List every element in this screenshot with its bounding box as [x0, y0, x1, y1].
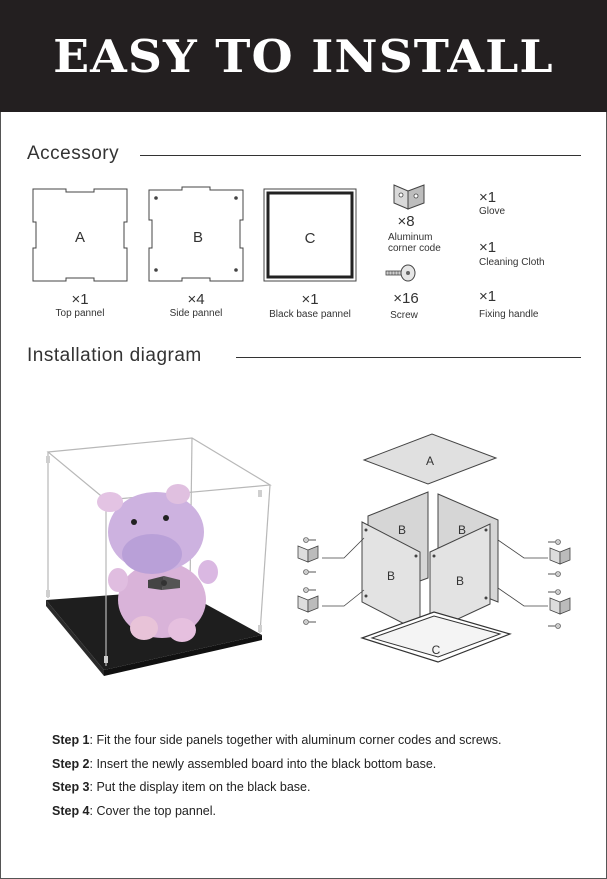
- diagram-label-b2: B: [457, 523, 467, 537]
- exploded-assembly-diagram: [292, 430, 577, 680]
- installation-title: Installation diagram: [27, 345, 202, 366]
- accessory-title: Accessory: [27, 143, 120, 164]
- step-2-prefix: Step 2: [52, 756, 90, 771]
- base-panel-c-icon: [263, 188, 357, 282]
- corner-label-line2: corner code: [388, 243, 441, 254]
- screw-qty: ×16: [393, 290, 419, 307]
- step-4: [52, 803, 502, 827]
- panel-a-letter: A: [74, 229, 86, 246]
- diagram-label-b1: B: [397, 523, 407, 537]
- step-1-text: : Fit the four side panels together with aluminum corner codes and screws.: [89, 733, 502, 747]
- installation-steps: [52, 732, 502, 826]
- step-3-prefix: Step 3: [52, 780, 90, 794]
- step-4-prefix: Step 4: [52, 803, 90, 818]
- cloth-qty: ×1: [479, 239, 497, 256]
- top-panel-a-icon: [32, 188, 128, 282]
- diagram-label-b3: B: [386, 569, 396, 583]
- base-panel-label: Black base pannel: [269, 309, 351, 320]
- top-panel-qty: ×1: [71, 291, 89, 308]
- corner-label-line1: Aluminum: [388, 232, 433, 243]
- step-4-text: : Cover the top pannel.: [89, 803, 216, 818]
- panel-b-letter: B: [192, 229, 204, 246]
- side-panel-b-icon: [148, 186, 244, 282]
- aluminum-corner-icon: [392, 181, 426, 211]
- page-title: EASY TO INSTALL: [53, 29, 554, 83]
- screw-icon: [385, 264, 417, 282]
- installation-divider: [236, 357, 581, 358]
- accessory-divider: [140, 155, 581, 156]
- diagram-label-c: C: [431, 643, 441, 657]
- diagram-label-a: A: [425, 454, 435, 468]
- corner-qty: ×8: [397, 213, 415, 230]
- header-banner: [0, 0, 607, 112]
- handle-qty: ×1: [479, 288, 497, 305]
- step-1: [52, 732, 502, 756]
- cloth-label: Cleaning Cloth: [479, 257, 545, 268]
- handle-label: Fixing handle: [479, 309, 539, 320]
- screw-label: Screw: [390, 310, 418, 321]
- glove-label: Glove: [479, 206, 506, 217]
- diagram-label-b4: B: [455, 574, 465, 588]
- glove-qty: ×1: [479, 189, 497, 206]
- step-1-prefix: Step 1: [52, 733, 90, 747]
- side-panel-qty: ×4: [187, 291, 205, 308]
- step-2: [52, 756, 502, 780]
- side-panel-label: Side pannel: [169, 308, 223, 319]
- step-3: [52, 779, 502, 803]
- step-3-text: : Put the display item on the black base.: [89, 780, 311, 794]
- panel-c-letter: C: [304, 230, 316, 247]
- top-panel-label: Top pannel: [55, 308, 105, 319]
- step-2-text: : Insert the newly assembled board into the black bottom base.: [89, 756, 437, 771]
- base-panel-qty: ×1: [301, 291, 319, 308]
- display-case-photo: [40, 430, 276, 680]
